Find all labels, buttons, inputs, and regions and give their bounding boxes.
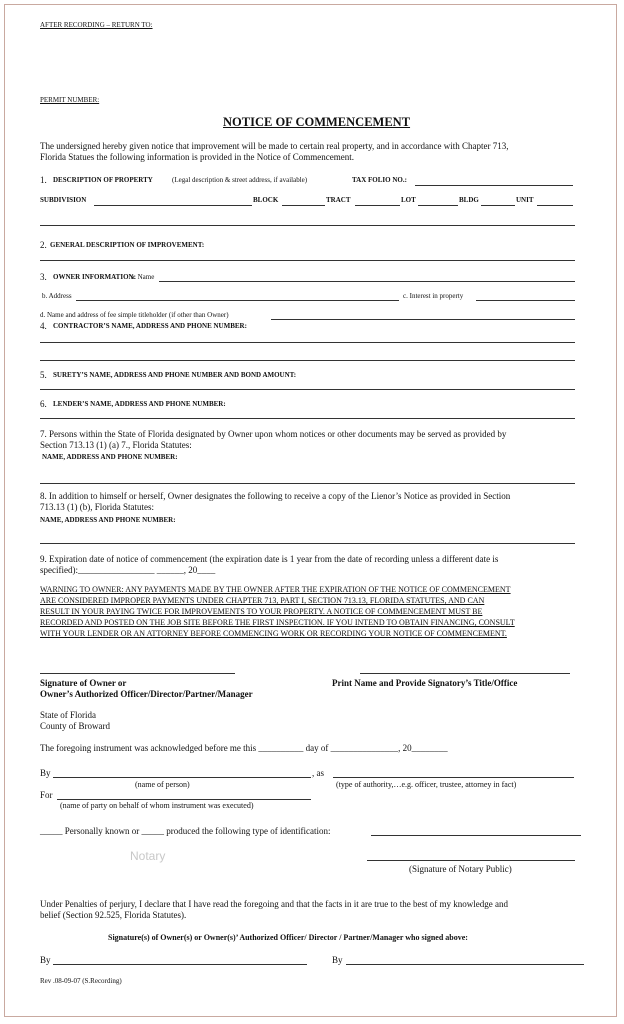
identification-line: _____ Personally known or _____ produced the following type of identification:: [40, 826, 331, 836]
tract-label: TRACT: [326, 196, 351, 204]
lot-label: LOT: [401, 196, 416, 204]
name-of-person-caption: (name of person): [135, 780, 190, 789]
section-9-line-2: specified):_________________ ______, 20____: [40, 565, 216, 575]
owner-address-label: b. Address: [42, 292, 72, 300]
print-name-field[interactable]: [360, 673, 570, 674]
county-label: County of Broward: [40, 721, 110, 731]
section-9-line-1: 9. Expiration date of notice of commencement (the expiration date is 1 year from the date of recording unless a different date is: [40, 554, 499, 564]
signed-above-label: Signature(s) of Owner(s) or Owner(s)’ Authorized Officer/ Director / Partner/Manager who signed above:: [108, 933, 468, 942]
owner-by-signature-field-1[interactable]: [53, 964, 307, 965]
notary-placeholder: Notary: [130, 849, 166, 863]
by-2-label: By: [332, 955, 343, 965]
party-name-caption: (name of party on behalf of whom instrument was executed): [60, 801, 254, 810]
authority-type-caption: (type of authority,…e.g. officer, trustee, attorney in fact): [336, 780, 517, 789]
property-description-line[interactable]: [40, 225, 575, 226]
notary-signature-field[interactable]: [367, 860, 575, 861]
section-8-label: NAME, ADDRESS AND PHONE NUMBER:: [40, 516, 176, 524]
notary-signature-caption: (Signature of Notary Public): [409, 864, 512, 874]
warning-line-2: ARE CONSIDERED IMPROPER PAYMENTS UNDER CHAPTER 713, PART I, SECTION 713.13, FLORIDA STATUTES, AND CAN: [40, 596, 485, 605]
designee-line[interactable]: [40, 483, 575, 484]
by-label: By: [40, 768, 51, 778]
by-1-label: By: [40, 955, 51, 965]
print-name-label: Print Name and Provide Signatory’s Title/Office: [332, 678, 518, 688]
owner-signature-label-2: Owner’s Authorized Officer/Director/Partner/Manager: [40, 689, 253, 699]
perjury-line-2: belief (Section 92.525, Florida Statutes).: [40, 910, 187, 920]
state-label: State of Florida: [40, 710, 96, 720]
intro-line-1: The undersigned hereby given notice that improvement will be made to certain real property, and in accordance with Chapter 713,: [40, 141, 509, 151]
warning-line-5: WITH YOUR LENDER OR AN ATTORNEY BEFORE COMMENCING WORK OR RECORDING YOUR NOTICE OF COMMENCEMENT.: [40, 629, 507, 638]
bldg-field[interactable]: [481, 205, 515, 206]
block-label: BLOCK: [253, 196, 279, 204]
block-field[interactable]: [282, 205, 325, 206]
section-7-label: NAME, ADDRESS AND PHONE NUMBER:: [42, 453, 178, 461]
lienor-notice-line[interactable]: [40, 543, 575, 544]
section-1-number: 1.: [40, 175, 47, 185]
lender-line[interactable]: [40, 418, 575, 419]
interest-in-property-label: c. Interest in property: [403, 292, 464, 300]
identification-type-field[interactable]: [371, 835, 581, 836]
section-6-label: LENDER’S NAME, ADDRESS AND PHONE NUMBER:: [53, 400, 226, 408]
section-7-line-2: Section 713.13 (1) (a) 7., Florida Statutes:: [40, 440, 192, 450]
warning-line-3: RESULT IN YOUR PAYING TWICE FOR IMPROVEMENTS TO YOUR PROPERTY. A NOTICE OF COMMENCEMENT MUST BE: [40, 607, 483, 616]
section-1-note: (Legal description & street address, if available): [172, 176, 308, 184]
as-label: , as: [312, 768, 324, 778]
section-4-number: 4.: [40, 321, 47, 331]
lot-field[interactable]: [418, 205, 458, 206]
section-3-number: 3.: [40, 272, 47, 282]
surety-line[interactable]: [40, 389, 575, 390]
tract-field[interactable]: [355, 205, 400, 206]
owner-name-label: a. Name: [131, 273, 155, 281]
person-name-field[interactable]: [53, 777, 311, 778]
section-2-label: GENERAL DESCRIPTION OF IMPROVEMENT:: [50, 241, 205, 249]
page-title: NOTICE OF COMMENCEMENT: [223, 115, 411, 129]
section-6-number: 6.: [40, 399, 47, 409]
unit-field[interactable]: [537, 205, 573, 206]
contractor-line-2[interactable]: [40, 360, 575, 361]
section-5-number: 5.: [40, 370, 47, 380]
subdivision-field[interactable]: [94, 205, 252, 206]
owner-signature-field[interactable]: [40, 673, 235, 674]
warning-line-1: WARNING TO OWNER: ANY PAYMENTS MADE BY THE OWNER AFTER THE EXPIRATION OF THE NOTICE OF COMMENCEMENT: [40, 585, 511, 594]
section-5-label: SURETY’S NAME, ADDRESS AND PHONE NUMBER AND BOND AMOUNT:: [53, 371, 297, 379]
tax-folio-field[interactable]: [415, 185, 573, 186]
acknowledgment-line: The foregoing instrument was acknowledged before me this __________ day of _______________, 20________: [40, 743, 448, 753]
section-2-number: 2.: [40, 240, 47, 250]
owner-address-field[interactable]: [76, 300, 399, 301]
authority-type-field[interactable]: [333, 777, 574, 778]
section-8-line-1: 8. In addition to himself or herself, Owner designates the following to receive a copy of the Lienor’s Notice as provided in Section: [40, 491, 511, 501]
party-name-field[interactable]: [57, 799, 311, 800]
owner-signature-label-1: Signature of Owner or: [40, 678, 127, 688]
perjury-line-1: Under Penalties of perjury, I declare that I have read the foregoing and that the facts in it are true to the best of my knowledge and: [40, 899, 508, 909]
for-label: For: [40, 790, 53, 800]
section-8-line-2: 713.13 (1) (b), Florida Statutes:: [40, 502, 154, 512]
fee-simple-label: d. Name and address of fee simple titleholder (if other than Owner): [40, 311, 229, 319]
improvement-description-line[interactable]: [40, 260, 575, 261]
bldg-label: BLDG: [459, 196, 479, 204]
tax-folio-label: TAX FOLIO NO.:: [352, 176, 407, 184]
after-recording-label: AFTER RECORDING – RETURN TO:: [40, 21, 153, 29]
form-page: [4, 4, 617, 1017]
unit-label: UNIT: [516, 196, 534, 204]
revision-label: Rev .08-09-07 (S.Recording): [40, 977, 122, 985]
interest-in-property-field[interactable]: [476, 300, 575, 301]
section-1-label: DESCRIPTION OF PROPERTY: [53, 176, 153, 184]
section-7-line-1: 7. Persons within the State of Florida designated by Owner upon whom notices or other documents may be served as provided by: [40, 429, 507, 439]
section-4-label: CONTRACTOR’S NAME, ADDRESS AND PHONE NUMBER:: [53, 322, 247, 330]
permit-number-label: PERMIT NUMBER:: [40, 96, 100, 104]
fee-simple-field[interactable]: [271, 319, 575, 320]
subdivision-label: SUBDIVISION: [40, 196, 87, 204]
warning-line-4: RECORDED AND POSTED ON THE JOB SITE BEFORE THE FIRST INSPECTION. IF YOU INTEND TO OBTAIN FINANCING, CONSULT: [40, 618, 515, 627]
owner-by-signature-field-2[interactable]: [346, 964, 584, 965]
intro-line-2: Florida Statues the following information is provided in the Notice of Commencement.: [40, 152, 354, 162]
owner-name-field[interactable]: [159, 281, 575, 282]
contractor-line-1[interactable]: [40, 342, 575, 343]
section-3-label: OWNER INFORMATION:: [53, 273, 136, 281]
